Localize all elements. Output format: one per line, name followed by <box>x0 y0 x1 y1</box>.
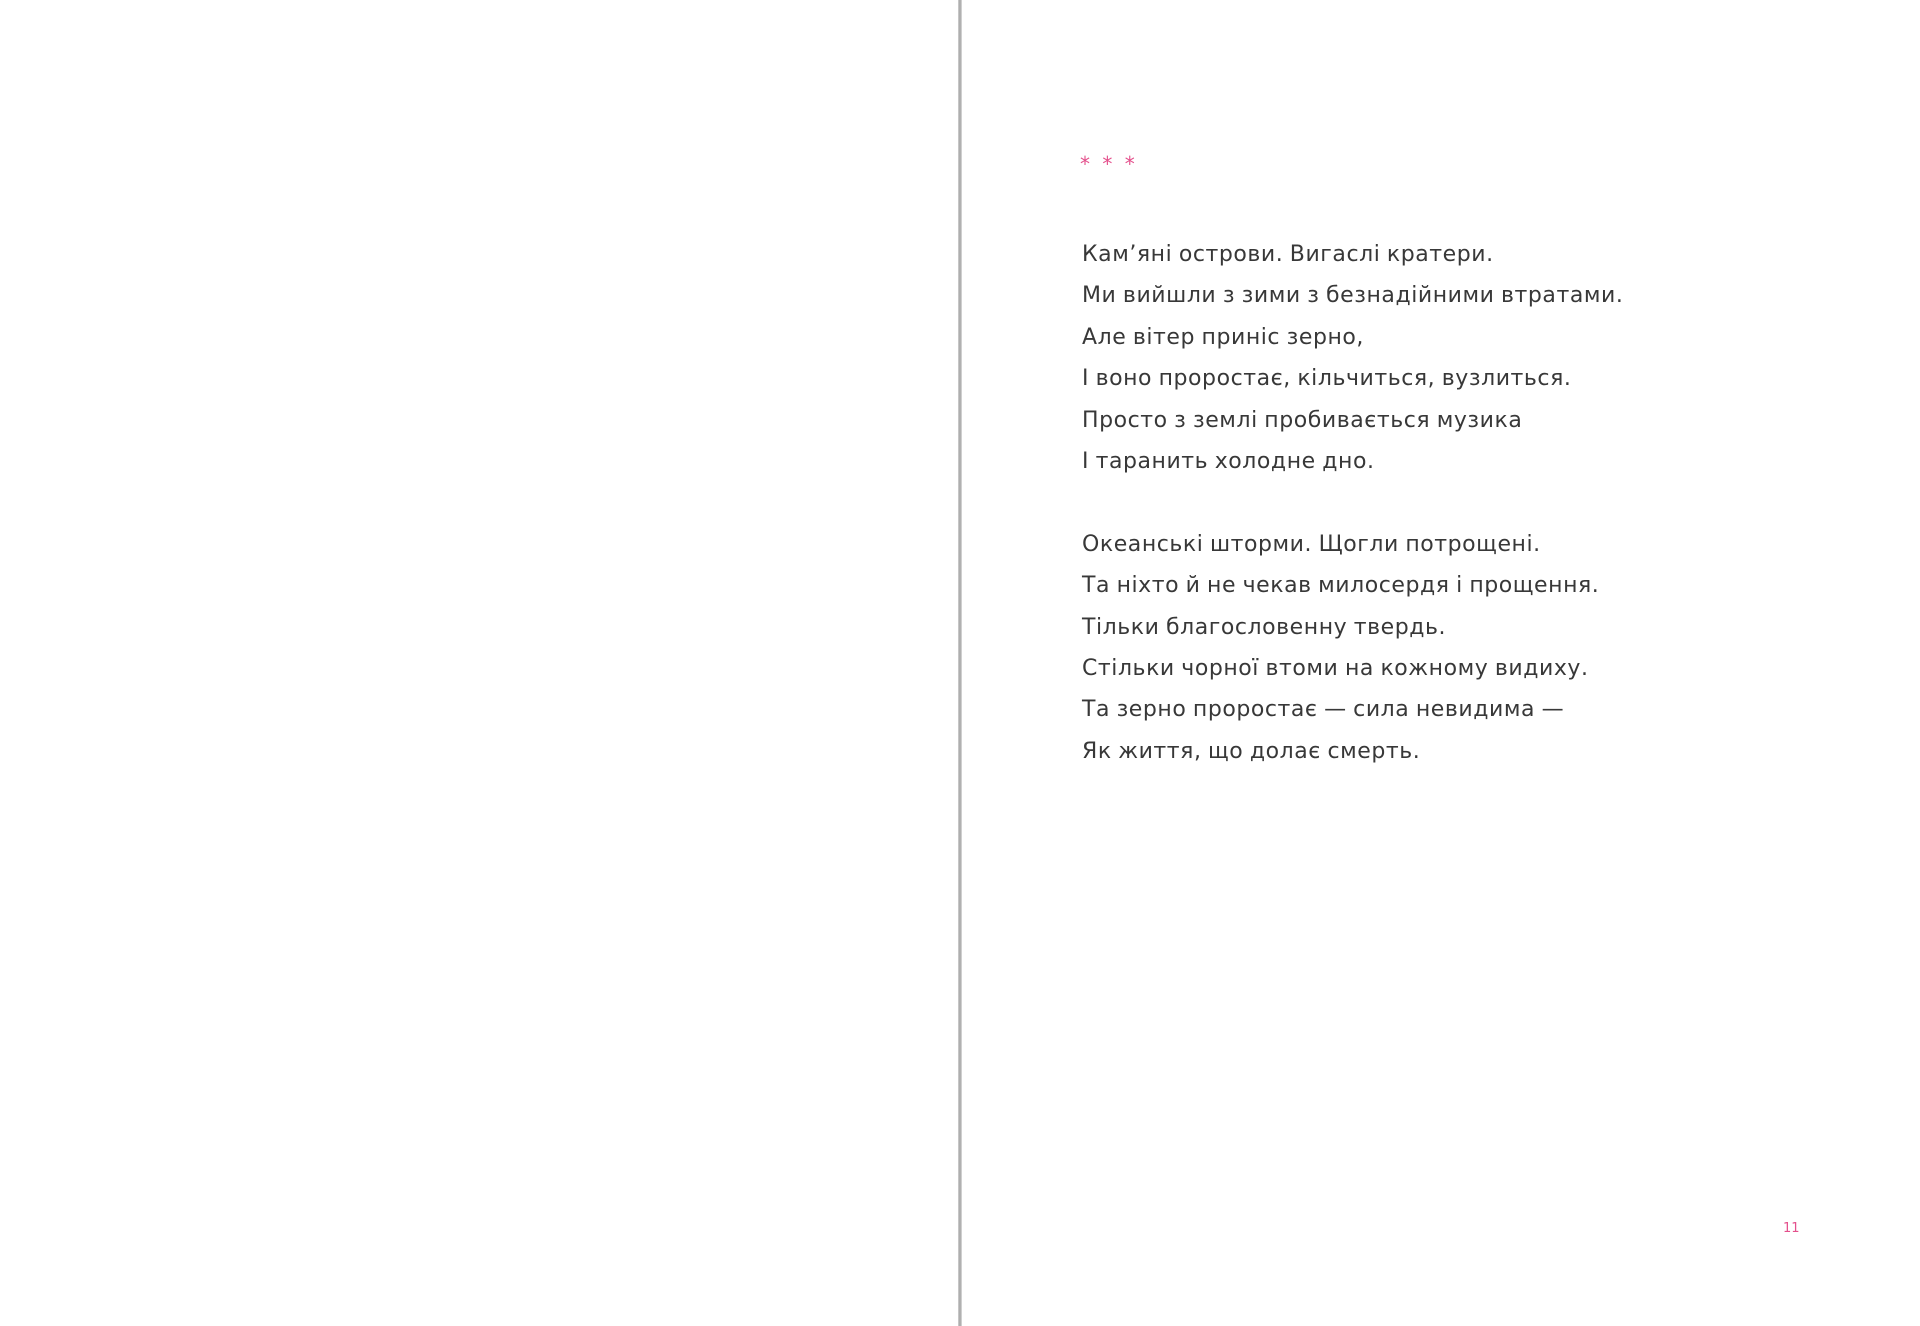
poem-line: Кам’яні острови. Вигаслі кратери. <box>1082 242 1494 267</box>
poem-line: Ми вийшли з зими з безнадійними втратами. <box>1082 283 1624 309</box>
page-number: 11 <box>1783 1221 1800 1236</box>
left-page-blank <box>0 0 958 1326</box>
stanza-1 <box>1082 234 1623 482</box>
poem-line: Та зерно проростає — сила невидима — <box>1082 697 1565 723</box>
stanza-2 <box>1082 524 1623 772</box>
poem-line: І воно проростає, кільчиться, вузлиться. <box>1082 366 1572 392</box>
poem-line: Як життя, що долає смерть. <box>1082 738 1421 764</box>
section-ornament-asterisks: * * * <box>1080 152 1138 176</box>
poem-line: Просто з землі пробивається музика <box>1082 407 1523 433</box>
poem-line: Стільки чорної втоми на кожному видиху. <box>1082 655 1589 681</box>
poem-body <box>1082 234 1623 772</box>
poem-line: І таранить холодне дно. <box>1082 448 1375 474</box>
poem-line: Та ніхто й не чекав милосердя і прощення. <box>1082 573 1600 599</box>
poem-line: Тільки благословенну твердь. <box>1082 614 1447 640</box>
poem-line: Але вітер приніс зерно, <box>1082 324 1364 350</box>
poem-line: Океанські шторми. Щогли потрощені. <box>1082 531 1541 557</box>
